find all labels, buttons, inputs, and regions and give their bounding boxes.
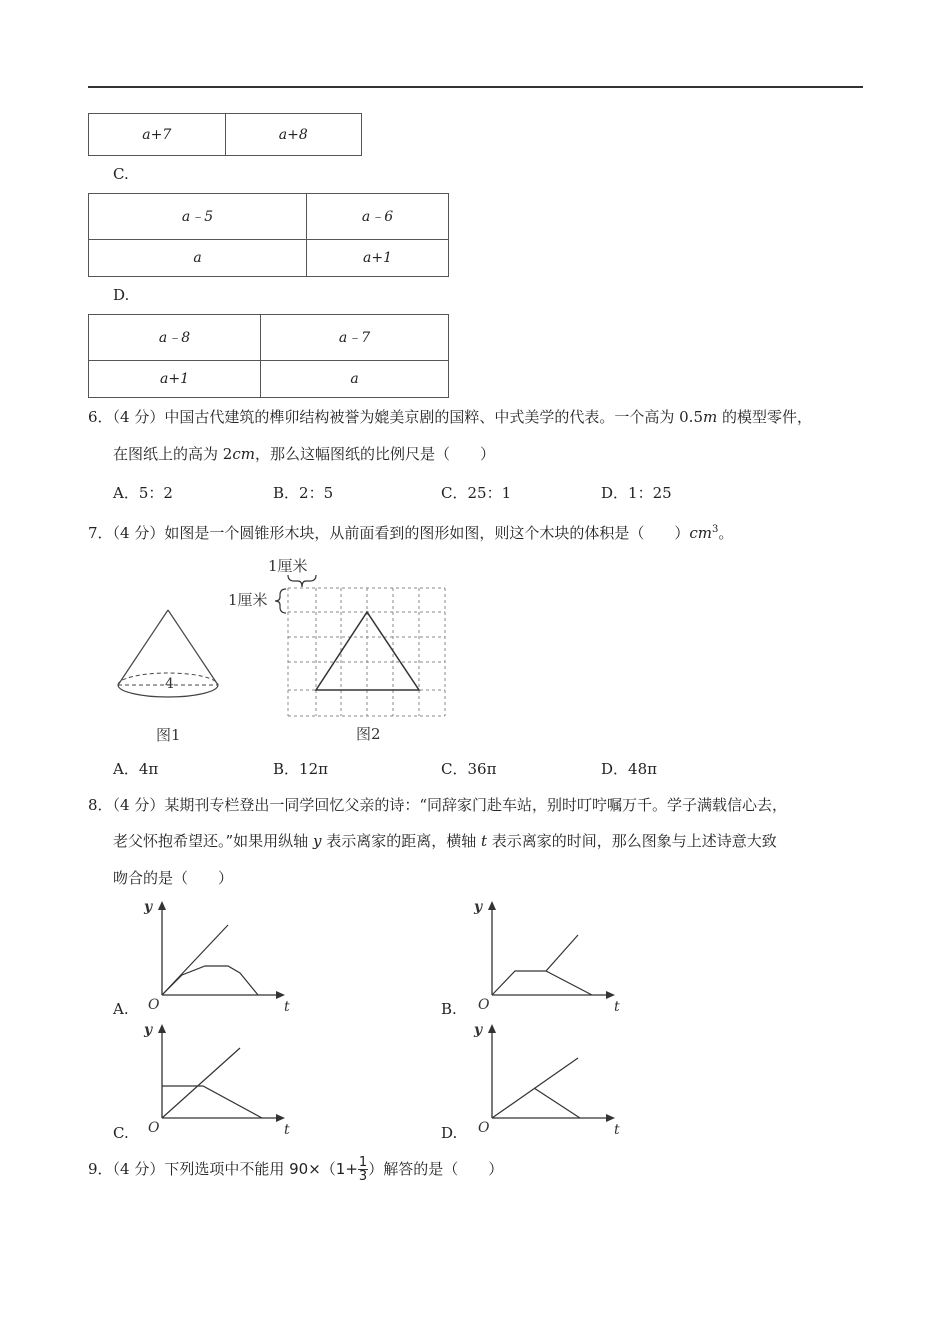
figure-2-label: 图2 [356, 725, 381, 743]
graph-line [546, 971, 592, 995]
table-cell: a﹣8 [89, 315, 261, 361]
q8-text: 老父怀抱希望还。”如果用纵轴 [113, 832, 313, 850]
graph-line [492, 935, 578, 995]
y-axis-arrow [488, 901, 496, 910]
origin-label: O [478, 1120, 490, 1136]
table-cell: a+8 [225, 114, 362, 156]
graph-a[interactable] [140, 895, 300, 1020]
x-axis-arrow [276, 991, 285, 999]
table-cell: a+7 [89, 114, 226, 156]
table-cell: a﹣7 [261, 315, 449, 361]
q6-unit-cm: cm [232, 445, 255, 463]
q9-text: 解答的是（ ） [383, 1160, 504, 1178]
question-8-line-2 [113, 830, 777, 852]
y-label: y [474, 1022, 483, 1038]
q7-unit-exponent: 3 [711, 524, 719, 535]
graph-line [162, 966, 258, 995]
question-8-line-3: 吻合的是（ ） [113, 869, 234, 887]
q8-var-y: y [312, 832, 322, 850]
header-rule [88, 86, 863, 88]
q6-text: 6．（4 分）中国古代建筑的榫卯结构被誉为媲美京剧的国粹、中式美学的代表。一个高为 0.5 [88, 408, 703, 426]
option-d-label: D. [113, 286, 130, 304]
option-c-label: C. [113, 165, 129, 183]
q9-expr-part: 90×（1+ [289, 1160, 358, 1178]
q7-choice-a[interactable]: A．4π [113, 760, 159, 778]
graph-line [534, 1088, 580, 1118]
q8-choice-b[interactable]: B. [441, 1000, 457, 1018]
q9-fraction [358, 1156, 368, 1183]
graph-line [162, 1048, 240, 1118]
table-cell: a﹣6 [307, 194, 449, 240]
q7-text: 7．（4 分）如图是一个圆锥形木块，从前面看到的图形如图，则这个木块的体积是（ ） [88, 524, 690, 542]
t-label: t [284, 999, 290, 1015]
y-axis-arrow [488, 1024, 496, 1033]
figure-2-left-label: 1厘米 [228, 591, 268, 609]
q8-choice-c[interactable]: C. [113, 1124, 129, 1142]
y-label: y [144, 899, 153, 915]
q6-choice-a[interactable]: A．5：2 [113, 484, 173, 502]
q6-choice-c[interactable]: C．25：1 [441, 484, 512, 502]
graph-c[interactable] [140, 1018, 300, 1143]
q6-text: 的模型零件， [717, 408, 812, 426]
top-brace [288, 575, 316, 587]
figure-1-label: 图1 [156, 726, 181, 744]
question-6-line-1 [88, 406, 812, 428]
q9-fraction-numerator: 1 [358, 1155, 368, 1170]
t-label: t [284, 1122, 290, 1138]
grid-lines [288, 588, 445, 716]
q7-text-end: 。 [718, 524, 734, 542]
t-label: t [614, 1122, 620, 1138]
q6-unit-m: m [702, 408, 718, 426]
question-7 [88, 519, 733, 544]
q8-choice-d[interactable]: D. [441, 1124, 458, 1142]
option-b-table [88, 113, 362, 156]
question-9 [88, 1156, 503, 1183]
table-cell: a [261, 360, 449, 397]
cone-diameter-number: 4 [165, 676, 174, 692]
q6-text: 在图纸上的高为 2 [113, 445, 233, 463]
question-6-line-2 [113, 443, 495, 465]
figure-2-top-label: 1厘米 [268, 557, 308, 575]
x-axis-arrow [276, 1114, 285, 1122]
y-axis-arrow [158, 1024, 166, 1033]
t-label: t [614, 999, 620, 1015]
x-axis-arrow [606, 991, 615, 999]
origin-label: O [148, 1120, 160, 1136]
x-axis-arrow [606, 1114, 615, 1122]
table-cell: a+1 [307, 239, 449, 276]
q7-choice-b[interactable]: B．12π [273, 760, 328, 778]
y-axis-arrow [158, 901, 166, 910]
graph-b[interactable] [470, 895, 630, 1020]
y-label: y [144, 1022, 153, 1038]
q9-text: 9．（4 分）下列选项中不能用 [88, 1160, 290, 1178]
option-c-table [88, 193, 449, 277]
q8-var-t: t [480, 832, 488, 850]
cone-left-edge [118, 610, 168, 685]
table-cell: a+1 [89, 360, 261, 397]
origin-label: O [148, 997, 160, 1013]
cone-right-edge [168, 610, 218, 685]
y-label: y [474, 899, 483, 915]
q7-choice-c[interactable]: C．36π [441, 760, 497, 778]
q6-choice-b[interactable]: B．2：5 [273, 484, 334, 502]
figure-1-cone [110, 600, 230, 750]
graph-d[interactable] [470, 1018, 630, 1143]
q7-unit: cm [689, 524, 712, 542]
graph-line [162, 1086, 262, 1118]
q9-expr-part: ） [368, 1160, 384, 1178]
option-d-table [88, 314, 449, 398]
figure-2-grid [228, 553, 453, 750]
q8-text: 表示离家的距离，横轴 [321, 832, 481, 850]
q6-text: ，那么这幅图纸的比例尺是（ ） [254, 445, 495, 463]
origin-label: O [478, 997, 490, 1013]
table-cell: a﹣5 [89, 194, 307, 240]
table-cell: a [89, 239, 307, 276]
left-brace [275, 589, 286, 613]
q8-text: 表示离家的时间，那么图象与上述诗意大致 [487, 832, 777, 850]
q7-choice-d[interactable]: D．48π [601, 760, 657, 778]
q9-fraction-denominator: 3 [358, 1169, 368, 1184]
q8-choice-a[interactable]: A. [113, 1000, 129, 1018]
q9-expression [289, 1155, 384, 1184]
q6-choice-d[interactable]: D．1：25 [601, 484, 672, 502]
question-8-line-1: 8．（4 分）某期刊专栏登出一同学回忆父亲的诗：“同辞家门赴车站，别时叮咛嘱万千。学子满载信心去， [88, 796, 788, 814]
